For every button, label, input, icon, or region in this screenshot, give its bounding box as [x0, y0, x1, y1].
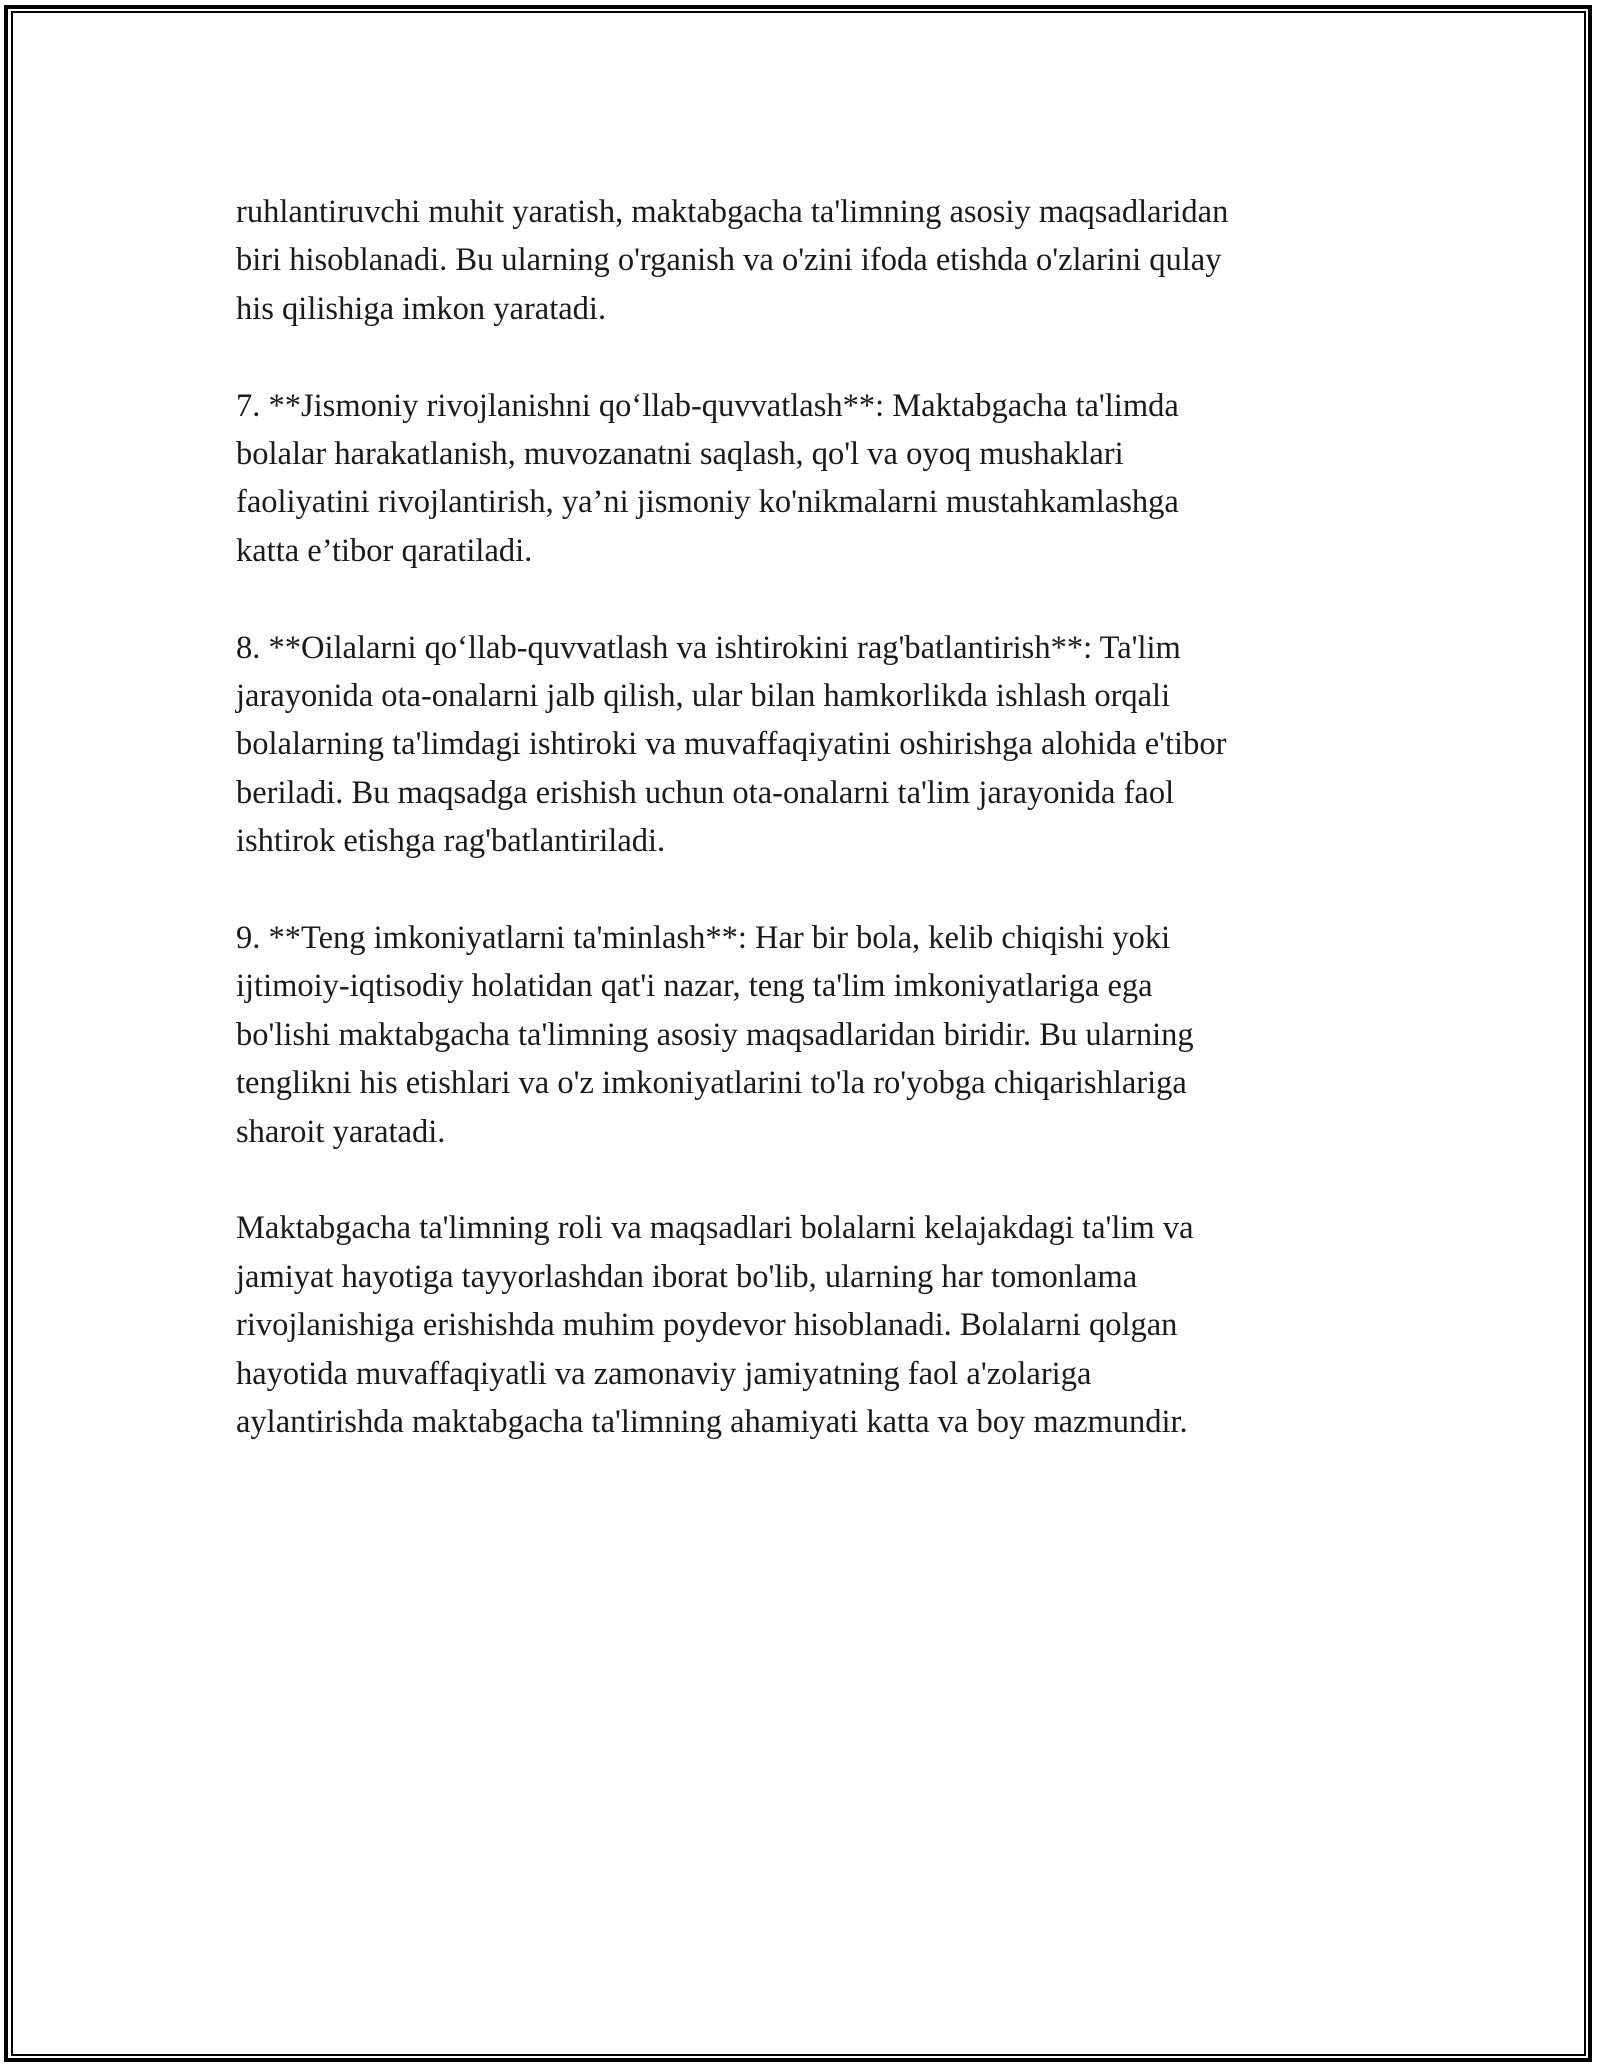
- text-line: jarayonida ota-onalarni jalb qilish, ular bilan hamkorlikda ishlash orqali: [236, 678, 1171, 715]
- paragraph-item-7: [236, 382, 1376, 576]
- text-line: bolalar harakatlanish, muvozanatni saqlash, qo'l va oyoq mushaklari: [236, 436, 1124, 473]
- paragraph-item-8: [236, 624, 1376, 866]
- text-line: beriladi. Bu maqsadga erishish uchun ota-onalarni ta'lim jarayonida faol: [236, 774, 1175, 811]
- text-line: 7. **Jismoniy rivojlanishni qo‘llab-quvvatlash**: Maktabgacha ta'limda: [236, 387, 1179, 424]
- text-line: biri hisoblanadi. Bu ularning o'rganish va o'zini ifoda etishda o'zlarini qulay: [236, 242, 1222, 279]
- paragraph-continuation: [236, 188, 1376, 333]
- text-line: katta e’tibor qaratiladi.: [236, 532, 533, 569]
- text-line: hayotida muvaffaqiyatli va zamonaviy jamiyatning faol a'zolariga: [236, 1355, 1092, 1392]
- text-line: 9. **Teng imkoniyatlarni ta'minlash**: Har bir bola, kelib chiqishi yoki: [236, 920, 1171, 957]
- text-line: bolalarning ta'limdagi ishtiroki va muvaffaqiyatini oshirishga alohida e'tibor: [236, 726, 1227, 763]
- text-line: aylantirishda maktabgacha ta'limning ahamiyati katta va boy mazmundir.: [236, 1404, 1188, 1441]
- text-line: tenglikni his etishlari va o'z imkoniyatlarini to'la ro'yobga chiqarishlariga: [236, 1065, 1187, 1102]
- text-line: Maktabgacha ta'limning roli va maqsadlari bolalarni kelajakdagi ta'lim va: [236, 1210, 1194, 1247]
- text-line: ijtimoiy-iqtisodiy holatidan qat'i nazar, teng ta'lim imkoniyatlariga ega: [236, 968, 1153, 1005]
- text-line: sharoit yaratadi.: [236, 1113, 446, 1150]
- document-body: [236, 188, 1376, 1447]
- paragraph-item-9: [236, 914, 1376, 1156]
- text-line: ruhlantiruvchi muhit yaratish, maktabgacha ta'limning asosiy maqsadlaridan: [236, 194, 1229, 230]
- text-line: faoliyatini rivojlantirish, ya’ni jismoniy ko'nikmalarni mustahkamlashga: [236, 484, 1179, 521]
- text-line: 8. **Oilalarni qo‘llab-quvvatlash va ishtirokini rag'batlantirish**: Ta'lim: [236, 629, 1181, 666]
- text-line: his qilishiga imkon yaratadi.: [236, 290, 607, 327]
- text-line: rivojlanishiga erishishda muhim poydevor hisoblanadi. Bolalarni qolgan: [236, 1307, 1178, 1344]
- paragraph-conclusion: [236, 1204, 1376, 1446]
- text-line: bo'lishi maktabgacha ta'limning asosiy maqsadlaridan biridir. Bu ularning: [236, 1016, 1194, 1053]
- text-line: jamiyat hayotiga tayyorlashdan iborat bo'lib, ularning har tomonlama: [236, 1258, 1138, 1295]
- text-line: ishtirok etishga rag'batlantiriladi.: [236, 823, 666, 860]
